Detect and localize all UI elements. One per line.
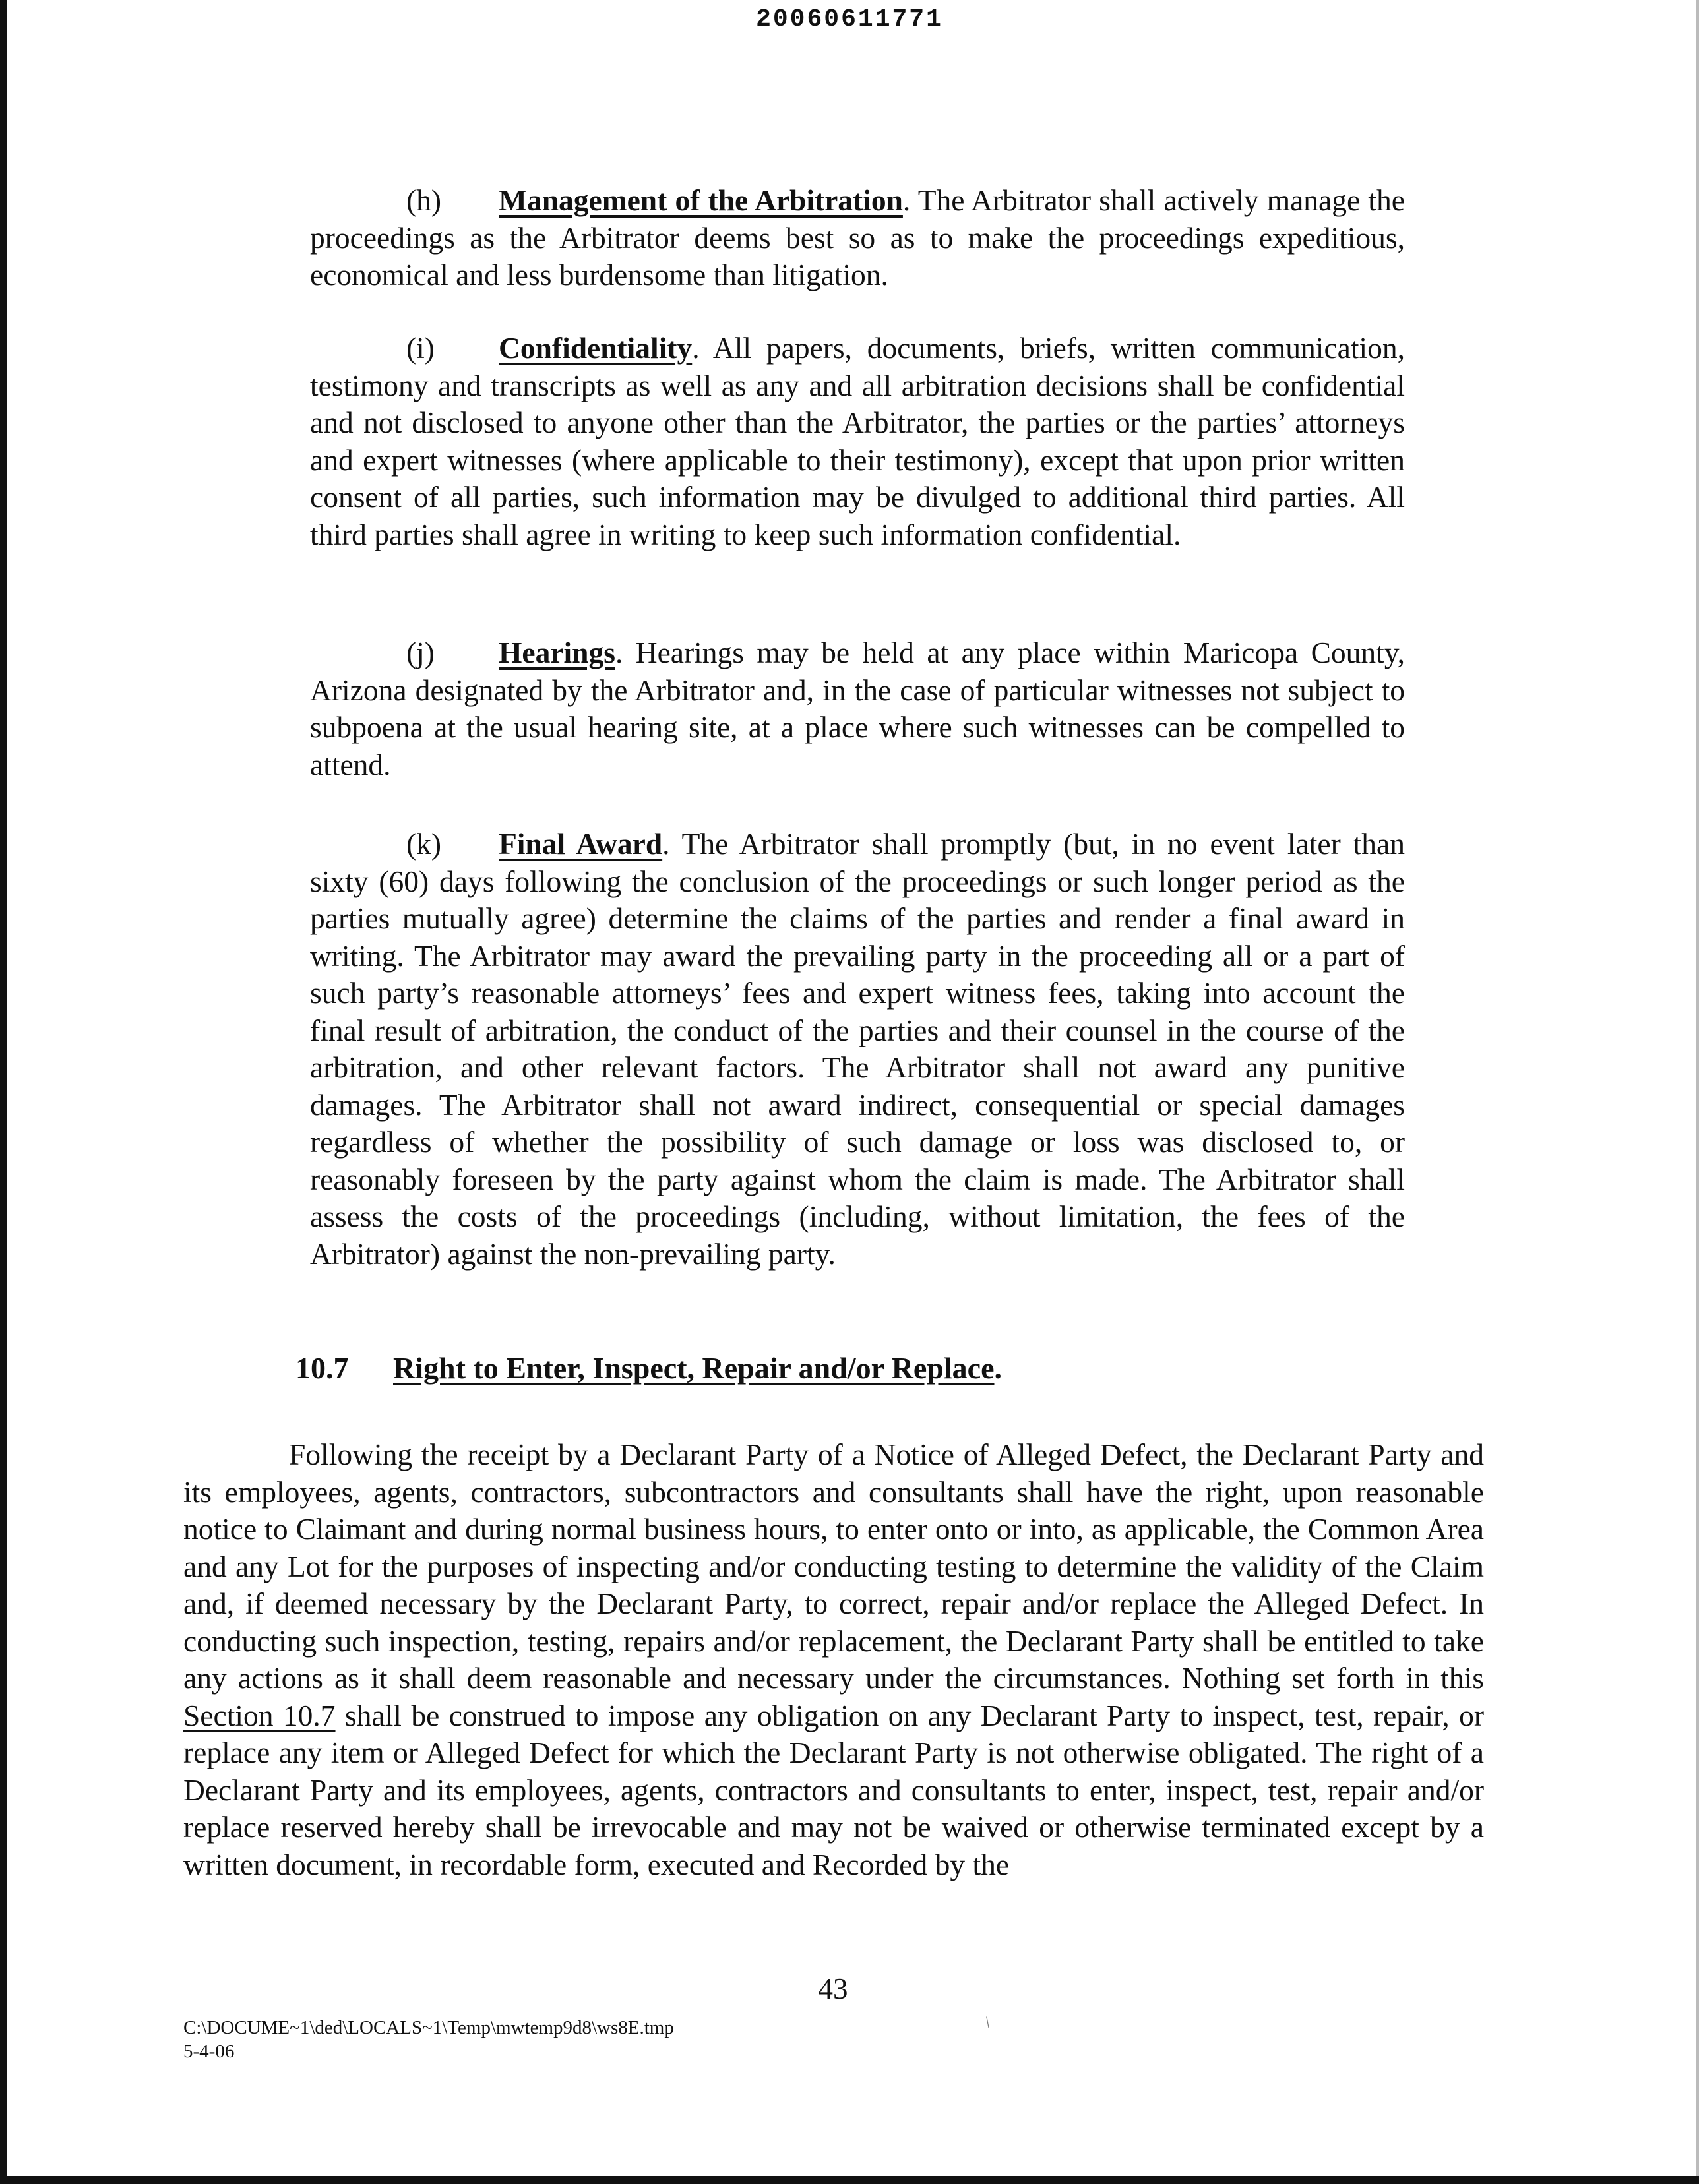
footer-file-path: C:\DOCUME~1\ded\LOCALS~1\Temp\mwtemp9d8\ws8E.tmp bbox=[183, 2017, 674, 2038]
document-number: 20060611771 bbox=[756, 5, 943, 34]
paragraph-k-heading: Final Award bbox=[499, 827, 663, 861]
section-body bbox=[183, 1436, 1484, 1883]
paragraph-i-heading: Confidentiality bbox=[499, 331, 693, 365]
paragraph-j-text: . Hearings may be held at any place within Maricopa County, Arizona designated by the Arbitrator and, in the case of particular witnesses not subject to subpoena at the usual hearing site, at a place where such witnesses can be compelled to attend. bbox=[310, 636, 1405, 781]
paragraph-i-text: . All papers, documents, briefs, written communication, testimony and transcripts as well as any and all arbitration decisions shall be confidential and not disclosed to anyone other than the Arbitrator, the parties or the parties’ attorneys and expert witnesses (where applicable to their testimony), except that upon prior written consent of all parties, such information may be divulged to additional third parties. All third parties shall agree in writing to keep such information confidential. bbox=[310, 331, 1405, 551]
paragraph-k-label: (k) bbox=[406, 827, 442, 861]
section-title: Right to Enter, Inspect, Repair and/or Replace bbox=[393, 1351, 995, 1385]
scan-edge-left bbox=[0, 0, 7, 2184]
paragraph-j-label: (j) bbox=[406, 636, 435, 669]
page-number: 43 bbox=[818, 1972, 848, 2005]
paragraph-k-text: . The Arbitrator shall promptly (but, in no event later than sixty (60) days following the conclusion of the proceedings or such longer period as the parties mutually agree) determine the claims of the parties and render a final award in writing. The Arbitrator may award the prevailing party in the proceeding all or a part of such party’s reasonable attorneys’ fees and expert witness fees, taking into account the final result of arbitration, the conduct of the parties and their counsel in the course of the arbitration, and other relevant factors. The Arbitrator shall not award any punitive damages. The Arbitrator shall not award indirect, consequential or special damages regardless of whether the possibility of such damage or loss was disclosed to, or reasonably foreseen by the party against whom the claim is made. The Arbitrator shall assess the costs of the proceedings (including, without limitation, the fees of the Arbitrator) against the non-prevailing party. bbox=[310, 827, 1405, 1271]
paragraph-i-label: (i) bbox=[406, 331, 435, 365]
paragraph-j bbox=[310, 634, 1405, 783]
scan-edge-bottom bbox=[0, 2176, 1699, 2184]
scan-edge-right bbox=[1696, 0, 1699, 2184]
section-body-part1: Following the receipt by a Declarant Party of a Notice of Alleged Defect, the Declarant Party and its employees, agents, contractors, subcontractors and consultants shall have the right, upon reasonable notice to Claimant and during normal business hours, to enter onto or into, as applicable, the Common Area and any Lot for the purposes of inspecting and/or conducting testing to determine the validity of the Claim and, if deemed necessary by the Declarant Party, to correct, repair and/or replace the Alleged Defect. In conducting such inspection, testing, repairs and/or replacement, the Declarant Party shall be entitled to take any actions as it shall deem reasonable and necessary under the circumstances. Nothing set forth in this bbox=[183, 1438, 1484, 1695]
section-cross-reference: Section 10.7 bbox=[183, 1698, 336, 1732]
section-number: 10.7 bbox=[295, 1351, 349, 1385]
section-title-period: . bbox=[994, 1351, 1002, 1385]
paragraph-j-heading: Hearings bbox=[499, 636, 615, 669]
section-body-part2: shall be construed to impose any obligation on any Declarant Party to inspect, test, repair, or replace any item or Alleged Defect for which the Declarant Party is not otherwise obligated. The right of a Declarant Party and its employees, agents, contractors and consultants to enter, inspect, test, repair and/or replace reserved hereby shall be irrevocable and may not be waived or otherwise terminated except by a written document, in recordable form, executed and Recorded by the bbox=[183, 1698, 1484, 1881]
paragraph-h bbox=[310, 182, 1405, 294]
section-heading bbox=[295, 1350, 1002, 1385]
paragraph-h-text: . The Arbitrator shall actively manage the proceedings as the Arbitrator deems best so as to make the proceedings expeditious, economical and less burdensome than litigation. bbox=[310, 183, 1405, 291]
paragraph-h-label: (h) bbox=[406, 183, 442, 217]
stray-pen-mark: / bbox=[980, 2013, 995, 2032]
paragraph-i bbox=[310, 330, 1405, 553]
footer-date: 5-4-06 bbox=[183, 2041, 235, 2062]
paragraph-h-heading: Management of the Arbitration bbox=[499, 183, 903, 217]
paragraph-k bbox=[310, 826, 1405, 1273]
